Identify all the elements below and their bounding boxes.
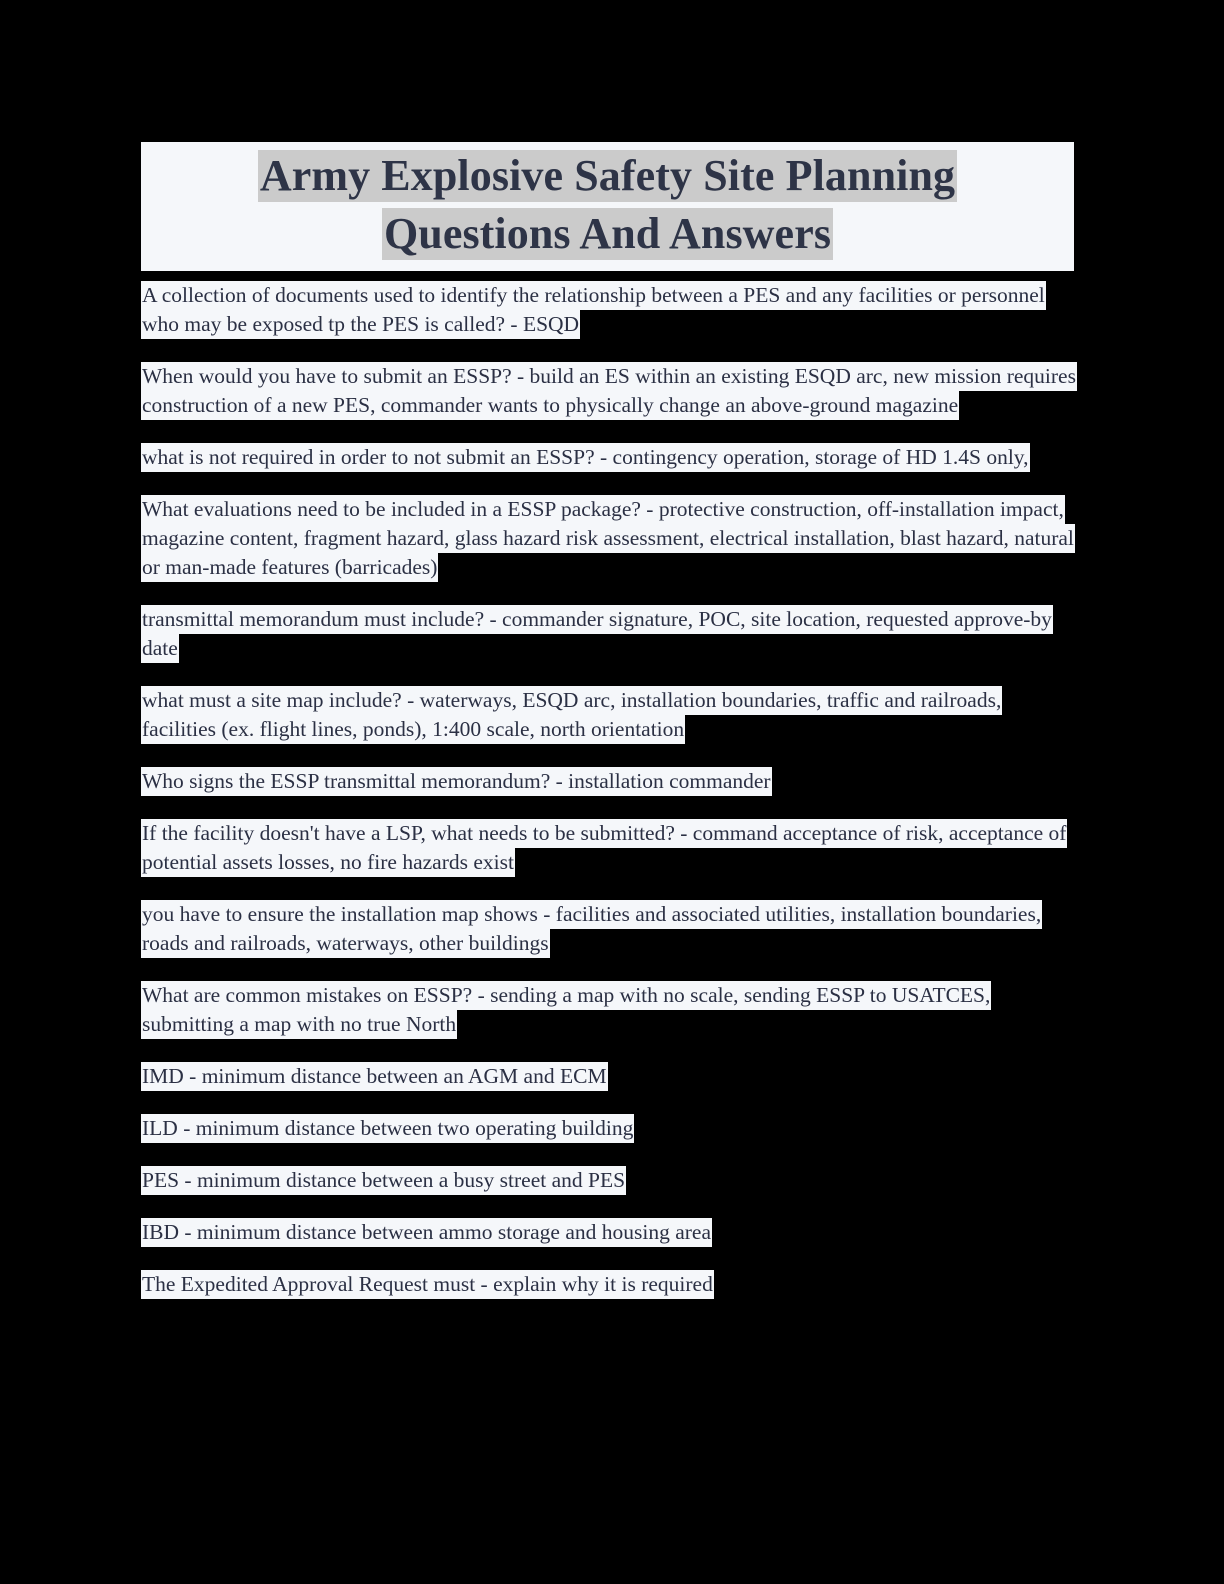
qa-entry-text: Who signs the ESSP transmittal memorandum? - installation commander — [141, 767, 772, 796]
document-title-line-2 — [141, 206, 1074, 262]
qa-list — [141, 281, 1079, 1299]
qa-entry — [141, 1166, 1079, 1195]
qa-entry-text: transmittal memorandum must include? - commander signature, POC, site location, requested approve-by date — [141, 605, 1053, 663]
qa-entry — [141, 900, 1079, 958]
qa-entry-text: If the facility doesn't have a LSP, what needs to be submitted? - command acceptance of risk, acceptance of potential assets losses, no fire hazards exist — [141, 819, 1067, 877]
qa-entry-text: IMD - minimum distance between an AGM and ECM — [141, 1062, 608, 1091]
qa-entry-text: When would you have to submit an ESSP? - build an ES within an existing ESQD arc, new mission requires construction of a new PES, commander wants to physically change an above-ground magazine — [141, 362, 1077, 420]
qa-entry — [141, 1062, 1079, 1091]
qa-entry-text: you have to ensure the installation map shows - facilities and associated utilities, installation boundaries, roads and railroads, waterways, other buildings — [141, 900, 1042, 958]
qa-entry — [141, 1270, 1079, 1299]
qa-entry — [141, 605, 1079, 663]
qa-entry-text: IBD - minimum distance between ammo storage and housing area — [141, 1218, 712, 1247]
qa-entry — [141, 362, 1079, 420]
document-title-block — [141, 142, 1074, 271]
qa-entry-text: PES - minimum distance between a busy street and PES — [141, 1166, 626, 1195]
qa-entry — [141, 819, 1079, 877]
document-title-line-1 — [141, 148, 1074, 204]
document-title-line-2-text: Questions And Answers — [383, 209, 832, 259]
qa-entry — [141, 1218, 1079, 1247]
qa-entry — [141, 981, 1079, 1039]
qa-entry — [141, 443, 1079, 472]
qa-entry-text: The Expedited Approval Request must - explain why it is required — [141, 1270, 714, 1299]
qa-entry — [141, 1114, 1079, 1143]
document-title-line-1-text: Army Explosive Safety Site Planning — [259, 151, 956, 200]
qa-entry-text: what is not required in order to not submit an ESSP? - contingency operation, storage of HD 1.4S only, — [141, 443, 1030, 472]
qa-entry-text: What evaluations need to be included in a ESSP package? - protective construction, off-installation impact, magazine content, fragment hazard, glass hazard risk assessment, electrical installation, blast hazard, natural or man-made features (barricades) — [141, 495, 1075, 582]
qa-entry — [141, 495, 1079, 582]
qa-entry-text: what must a site map include? - waterways, ESQD arc, installation boundaries, traffic and railroads, facilities (ex. flight lines, ponds), 1:400 scale, north orientation — [141, 686, 1002, 744]
qa-entry — [141, 767, 1079, 796]
qa-entry-text: ILD - minimum distance between two operating building — [141, 1114, 634, 1143]
qa-entry-text: What are common mistakes on ESSP? - sending a map with no scale, sending ESSP to USATCES, submitting a map with no true North — [141, 981, 991, 1039]
qa-entry — [141, 281, 1079, 339]
qa-entry-text: A collection of documents used to identify the relationship between a PES and any facilities or personnel who may be exposed tp the PES is called? - ESQD — [141, 281, 1046, 339]
qa-entry — [141, 686, 1079, 744]
